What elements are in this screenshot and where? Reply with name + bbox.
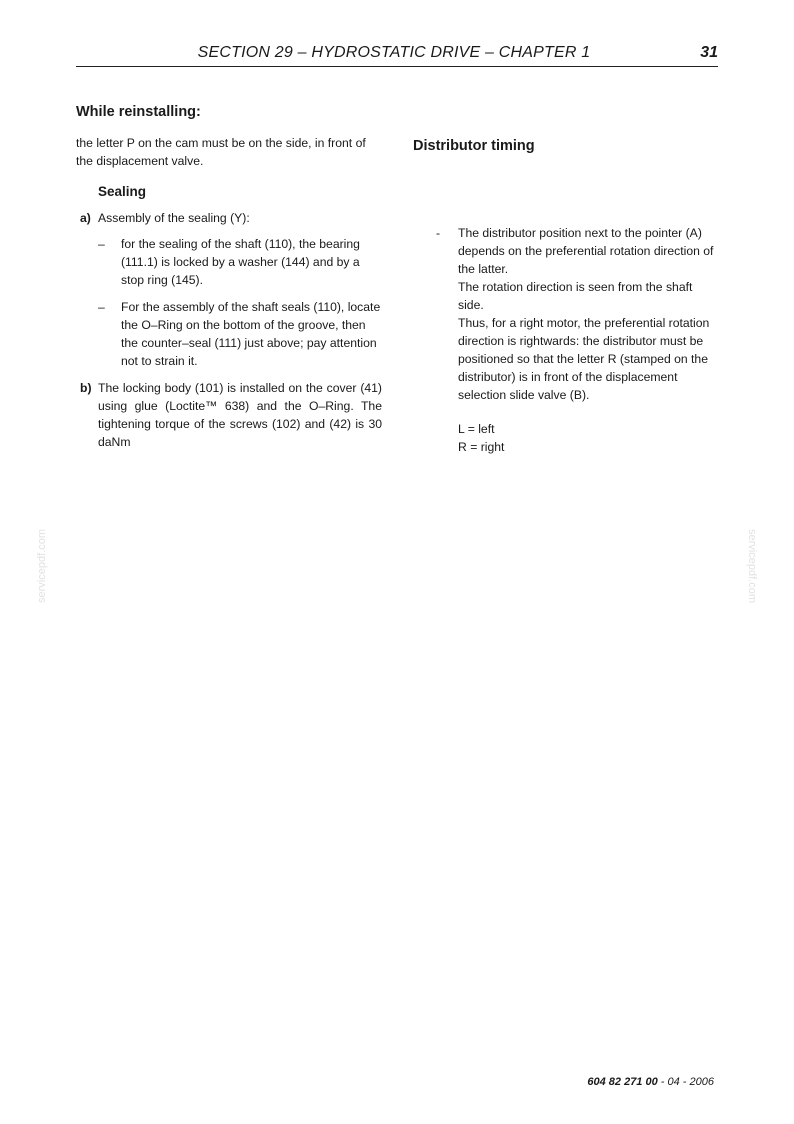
page-number: 31 [700, 44, 718, 61]
item-a [76, 209, 382, 227]
left-column [76, 100, 382, 459]
bullet-text: For the assembly of the shaft seals (110), locate the O–Ring on the bottom of the groove, then the counter–seal (111) just above; pay attention not to strain it. [121, 300, 381, 368]
distributor-bullet [413, 224, 719, 404]
dash-mark: - [436, 226, 441, 240]
document-code: 604 82 271 00 [587, 1076, 658, 1088]
item-b [76, 379, 382, 451]
direction-legend [413, 420, 719, 456]
legend-left: L = left [458, 422, 495, 436]
watermark-right: servicepdf.com [746, 529, 759, 603]
item-a-bullet-2 [76, 298, 382, 370]
dash-mark: – [98, 300, 105, 314]
document-date: - 04 - 2006 [660, 1076, 714, 1088]
intro-paragraph: the letter P on the cam must be on the side, in front of the displacement valve. [76, 136, 366, 168]
item-b-text: The locking body (101) is installed on the cover (41) using glue (Loctite™ 638) and the O–Ring. The tightening torque of the screws (102) and (42) is 30 daNm [98, 381, 382, 449]
watermark-left: servicepdf.com [35, 529, 48, 603]
right-column [413, 134, 719, 456]
sealing-heading: Sealing [98, 184, 147, 199]
paragraph-3: Thus, for a right motor, the preferential rotation direction is rightwards: the distributor must be positioned so that the letter R (stamped on the distributor) is in front of the displacement selection slide valve (B). [458, 316, 710, 402]
paragraph-1: The distributor position next to the pointer (A) depends on the preferential rotation direction of the latter. [458, 226, 714, 276]
bullet-text: for the sealing of the shaft (110), the bearing (111.1) is locked by a washer (144) and by a stop ring (145). [121, 237, 360, 287]
dash-mark: – [98, 237, 105, 251]
item-a-text: Assembly of the sealing (Y): [98, 211, 250, 225]
item-a-bullet-1 [76, 235, 382, 289]
header-rule [76, 66, 718, 67]
legend-right: R = right [458, 440, 505, 454]
distributor-timing-heading: Distributor timing [413, 138, 535, 154]
item-a-label: a) [80, 211, 91, 225]
paragraph-2: The rotation direction is seen from the shaft side. [458, 280, 693, 312]
page-footer [587, 1076, 714, 1088]
item-b-label: b) [80, 381, 92, 395]
section-title: SECTION 29 – HYDROSTATIC DRIVE – CHAPTER 1 [197, 44, 591, 61]
while-reinstalling-heading: While reinstalling: [76, 104, 201, 120]
